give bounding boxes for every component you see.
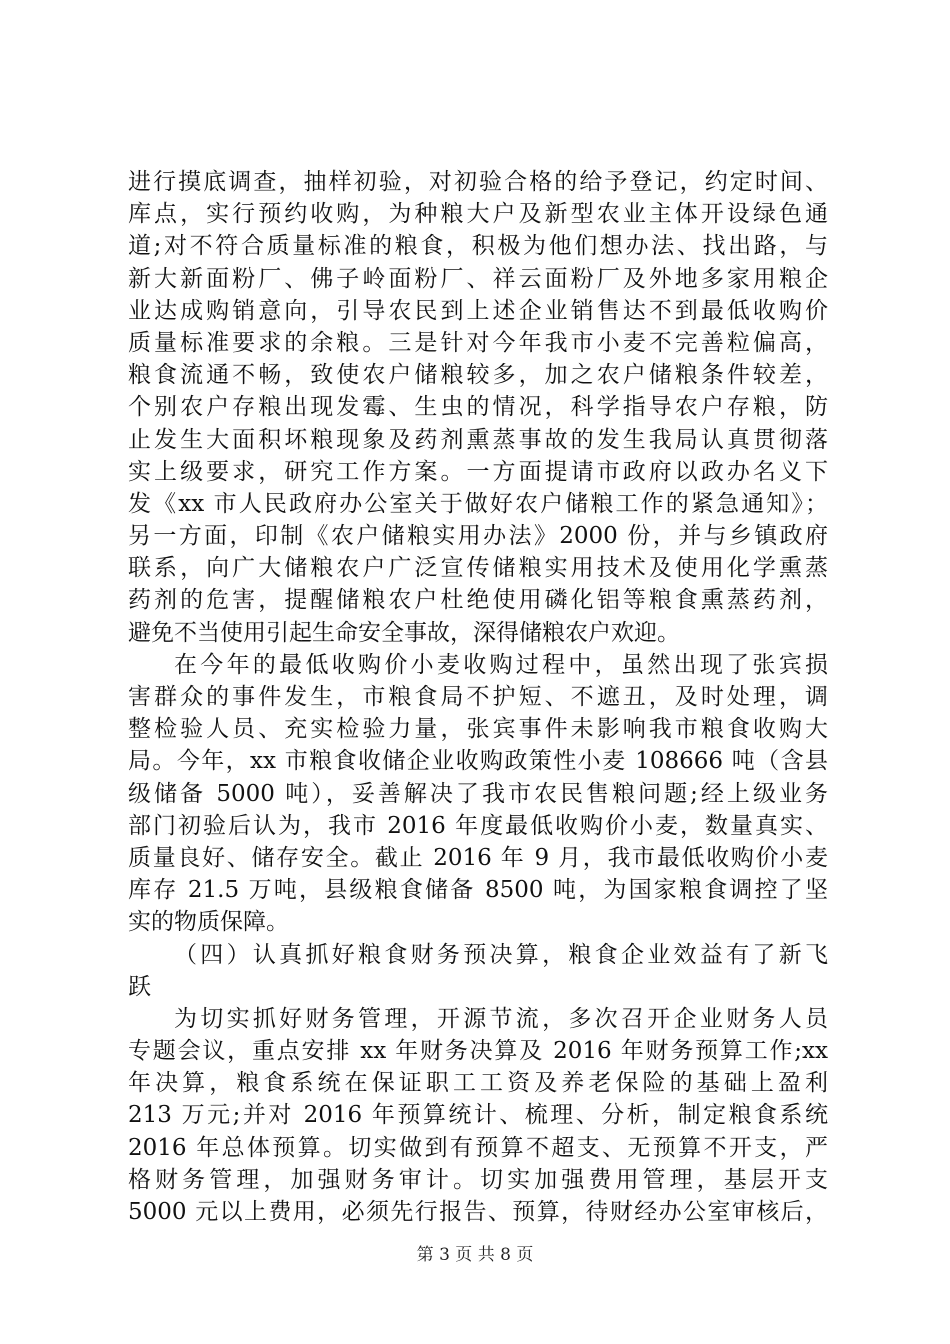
text-line: 5000 元以上费用，必须先行报告、预算，待财经办公室审核后， xyxy=(128,1199,828,1225)
text-line: 止发生大面积坏粮现象及药剂熏蒸事故的发生我局认真贯彻落 xyxy=(128,426,828,453)
text-line: 新大新面粉厂、佛子岭面粉厂、祥云面粉厂及外地多家用粮企 xyxy=(128,265,828,292)
text-line: 个别农户存粮出现发霉、生虫的情况，科学指导农户存粮，防 xyxy=(128,394,828,421)
text-line: 在今年的最低收购价小麦收购过程中，虽然出现了张宾损 xyxy=(174,651,828,678)
page-number: 第 3 页 共 8 页 xyxy=(416,1245,534,1265)
text-line: 局。今年，xx 市粮食收储企业收购政策性小麦 108666 吨（含县 xyxy=(128,748,828,775)
text-line: 213 万元;并对 2016 年预算统计、梳理、分析，制定粮食系统 xyxy=(128,1102,828,1129)
text-line: 道;对不符合质量标准的粮食，积极为他们想办法、找出路，与 xyxy=(128,233,828,260)
text-line: 联系，向广大储粮农户广泛宣传储粮实用技术及使用化学熏蒸 xyxy=(128,555,828,582)
text-line: 专题会议，重点安排 xx 年财务决算及 2016 年财务预算工作;xx xyxy=(128,1038,828,1065)
document-body xyxy=(128,166,828,1228)
text-line: 质量标准要求的余粮。三是针对今年我市小麦不完善粒偏高， xyxy=(128,329,828,356)
text-line: 为切实抓好财务管理，开源节流，多次召开企业财务人员 xyxy=(174,1005,828,1032)
text-line: 粮食流通不畅，致使农户储粮较多，加之农户储粮条件较差， xyxy=(128,362,828,389)
text-line: 害群众的事件发生，市粮食局不护短、不遮丑，及时处理，调 xyxy=(128,684,828,710)
text-line: 质量良好、储存安全。截止 2016 年 9 月，我市最低收购价小麦 xyxy=(128,844,828,871)
page-footer xyxy=(0,1245,950,1265)
text-line: 部门初验后认为，我市 2016 年度最低收购价小麦，数量真实、 xyxy=(128,812,828,839)
text-line: 实上级要求，研究工作方案。一方面提请市政府以政办名义下 xyxy=(128,458,828,485)
text-line: 发《xx 市人民政府办公室关于做好农户储粮工作的紧急通知》； xyxy=(128,490,828,517)
text-line: 库存 21.5 万吨，县级粮食储备 8500 吨，为国家粮食调控了坚 xyxy=(128,877,828,904)
text-line: 实的物质保障。 xyxy=(128,909,289,936)
text-line: 业达成购销意向，引导农民到上述企业销售达不到最低收购价 xyxy=(128,297,828,324)
text-line: 整检验人员、充实检验力量，张宾事件未影响我市粮食收购大 xyxy=(128,716,828,743)
text-line: 年决算，粮食系统在保证职工工资及养老保险的基础上盈利 xyxy=(128,1070,828,1097)
text-line: 格财务管理，加强财务审计。切实加强费用管理，基层开支 xyxy=(128,1166,828,1193)
text-line: 进行摸底调查，抽样初验，对初验合格的给予登记，约定时间、 xyxy=(128,169,828,195)
text-line: 库点，实行预约收购，为种粮大户及新型农业主体开设绿色通 xyxy=(128,201,828,228)
text-line: 避免不当使用引起生命安全事故，深得储粮农户欢迎。 xyxy=(128,619,680,646)
text-line: 2016 年总体预算。切实做到有预算不超支、无预算不开支，严 xyxy=(128,1134,828,1161)
text-line: （四）认真抓好粮食财务预决算，粮食企业效益有了新飞 xyxy=(174,941,828,968)
text-line: 另一方面，印制《农户储粮实用办法》2000 份，并与乡镇政府 xyxy=(128,523,828,550)
text-line: 级储备 5000 吨），妥善解决了我市农民售粮问题;经上级业务 xyxy=(128,780,828,807)
text-line: 跃 xyxy=(128,973,151,1000)
text-line: 药剂的危害，提醒储粮农户杜绝使用磷化铝等粮食熏蒸药剂， xyxy=(128,587,828,614)
